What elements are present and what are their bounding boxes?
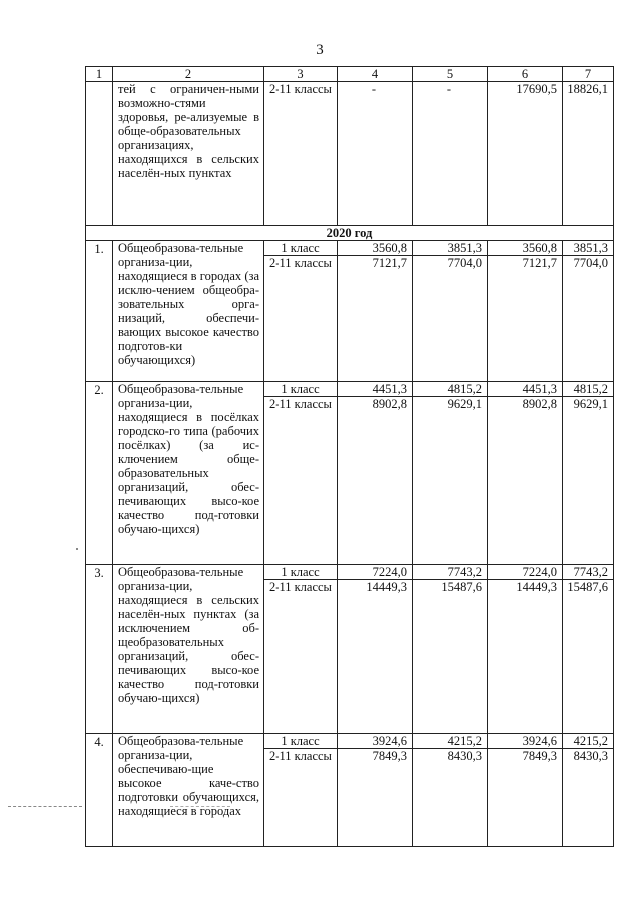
class-first: 1 класс — [264, 241, 338, 256]
header-col-3: 3 — [264, 67, 338, 82]
header-col-4: 4 — [338, 67, 413, 82]
value-col-5: 7743,2 — [413, 565, 488, 580]
row-number: 1. — [86, 241, 113, 382]
value-col-5: 8430,3 — [413, 749, 488, 847]
scan-artifact-line — [170, 806, 230, 807]
value-col-4: 7849,3 — [338, 749, 413, 847]
row-number: 4. — [86, 734, 113, 847]
value-col-6: 7224,0 — [488, 565, 563, 580]
value-col-5: 4815,2 — [413, 382, 488, 397]
value-col-5: 3851,3 — [413, 241, 488, 256]
header-col-1: 1 — [86, 67, 113, 82]
value-col-5: 4215,2 — [413, 734, 488, 749]
value-col-7: 18826,1 — [563, 82, 614, 226]
table-row — [86, 382, 614, 397]
scan-artifact-line — [8, 806, 82, 807]
row-number — [86, 82, 113, 226]
value-col-6: 3924,6 — [488, 734, 563, 749]
value-col-6: 3560,8 — [488, 241, 563, 256]
row-description: Общеобразова-тельные организа-ции, находящиеся в посёлках городско-го типа (рабочих посёлках) (за ис-ключением обще-образовательных организаций, обес-печивающих высо-кое качество под-готовки обучаю-щихся) — [113, 382, 264, 565]
value-col-4: 8902,8 — [338, 397, 413, 565]
value-col-6: 4451,3 — [488, 382, 563, 397]
value-col-4: 7224,0 — [338, 565, 413, 580]
header-col-6: 6 — [488, 67, 563, 82]
value-col-6: 8902,8 — [488, 397, 563, 565]
value-col-7: 8430,3 — [563, 749, 614, 847]
class-first: 1 класс — [264, 734, 338, 749]
value-col-4: 7121,7 — [338, 256, 413, 382]
class-first: 1 класс — [264, 382, 338, 397]
row-description: Общеобразова-тельные организа-ции, обеспечиваю-щие высокое каче-ство подготовки обучающихся, находящиеся в городах — [113, 734, 264, 847]
table-row — [86, 241, 614, 256]
row-number: 2. — [86, 382, 113, 565]
scan-artifact-dot — [76, 548, 78, 550]
value-col-6: 7849,3 — [488, 749, 563, 847]
funding-table — [85, 66, 614, 847]
value-col-7: 7704,0 — [563, 256, 614, 382]
class-first: 1 класс — [264, 565, 338, 580]
table-row — [86, 734, 614, 749]
value-col-7: 9629,1 — [563, 397, 614, 565]
page-number: 3 — [316, 42, 324, 58]
column-number-header — [86, 67, 614, 82]
class-range: 2-11 классы — [264, 749, 338, 847]
class-range: 2-11 классы — [264, 82, 338, 226]
value-col-5: 7704,0 — [413, 256, 488, 382]
value-col-6: 17690,5 — [488, 82, 563, 226]
header-col-7: 7 — [563, 67, 614, 82]
value-col-6: 14449,3 — [488, 580, 563, 734]
value-col-4: 4451,3 — [338, 382, 413, 397]
value-col-5: 15487,6 — [413, 580, 488, 734]
year-label: 2020 год — [86, 226, 614, 241]
continued-row — [86, 82, 614, 226]
value-col-7: 4215,2 — [563, 734, 614, 749]
class-range: 2-11 классы — [264, 256, 338, 382]
header-col-5: 5 — [413, 67, 488, 82]
row-description: Общеобразова-тельные организа-ции, находящиеся в сельских населён-ных пунктах (за исключением об-щеобразовательных организаций, обес-печивающих высо-кое качество под-готовки обучаю-щихся) — [113, 565, 264, 734]
class-range: 2-11 классы — [264, 397, 338, 565]
value-col-5: 9629,1 — [413, 397, 488, 565]
row-description: тей с ограничен-ными возможно-стями здоровья, ре-ализуемые в обще-образовательных организациях, находящихся в сельских населён-ных пунктах — [113, 82, 264, 226]
row-description: Общеобразова-тельные организа-ции, находящиеся в городах (за исклю-чением общеобра-зовательных орга-низаций, обеспечи-вающих высокое качество подготов-ки обучающихся) — [113, 241, 264, 382]
year-section-row — [86, 226, 614, 241]
value-col-5: - — [413, 82, 488, 226]
table-row — [86, 565, 614, 580]
value-col-4: 3560,8 — [338, 241, 413, 256]
value-col-7: 7743,2 — [563, 565, 614, 580]
value-col-4: 14449,3 — [338, 580, 413, 734]
header-col-2: 2 — [113, 67, 264, 82]
value-col-4: 3924,6 — [338, 734, 413, 749]
value-col-7: 15487,6 — [563, 580, 614, 734]
row-number: 3. — [86, 565, 113, 734]
value-col-7: 3851,3 — [563, 241, 614, 256]
value-col-7: 4815,2 — [563, 382, 614, 397]
value-col-6: 7121,7 — [488, 256, 563, 382]
class-range: 2-11 классы — [264, 580, 338, 734]
value-col-4: - — [338, 82, 413, 226]
